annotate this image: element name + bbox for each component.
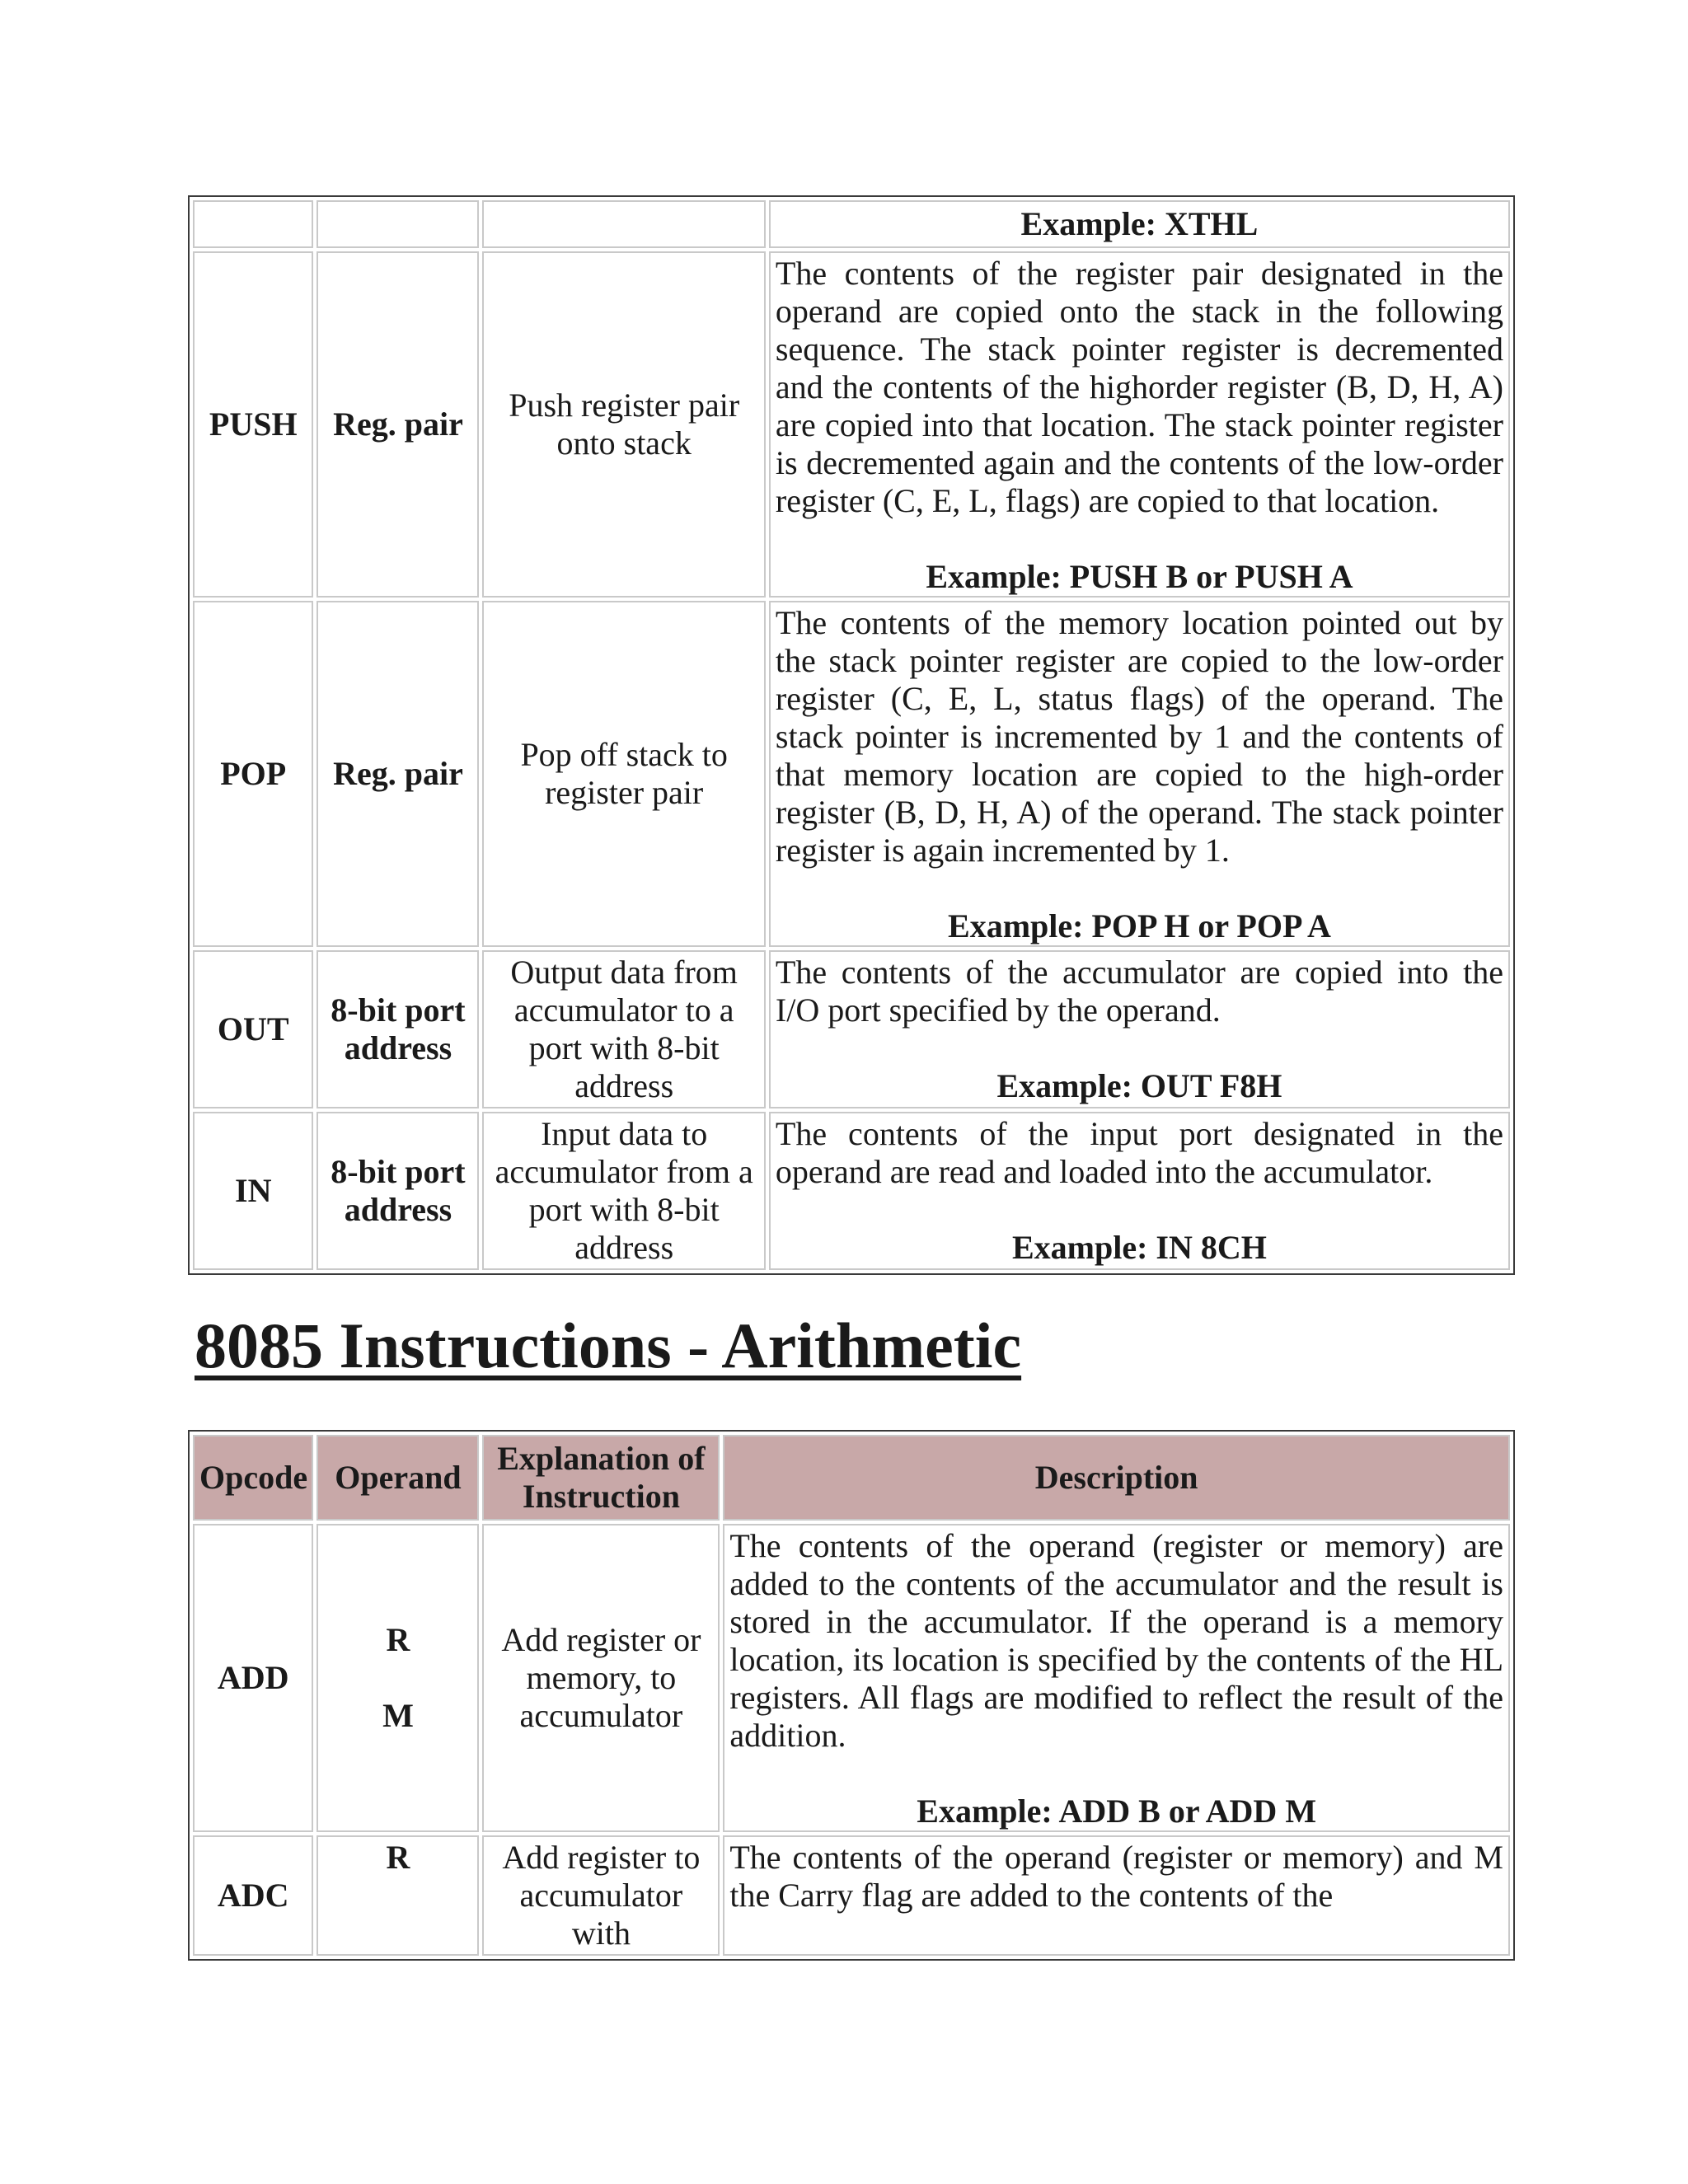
opcode-cell: OUT xyxy=(193,950,313,1108)
table-row xyxy=(193,1835,1510,1956)
operand-cell xyxy=(316,200,479,248)
opcode-cell: ADD xyxy=(193,1524,313,1832)
description-cell xyxy=(769,251,1510,598)
explanation-cell: Add register to accumulator with xyxy=(482,1835,720,1956)
operand-m: M xyxy=(382,1697,414,1734)
description-text: The contents of the register pair designated in the operand are copied onto the stack in the following sequence. The stack pointer register is decremented and the contents of the highorder register (B, D, H, A) are copied into that location. The stack pointer register is decremented again and the contents of the low-order register (C, E, L, flags) are copied to that location. xyxy=(775,255,1503,519)
example-text: Example: PUSH B or PUSH A xyxy=(926,558,1353,595)
description-cell: The contents of the operand (register or memory) and M the Carry flag are added to the contents of the xyxy=(723,1835,1510,1956)
operand-cell: 8-bit port address xyxy=(316,1112,479,1270)
table-row xyxy=(193,601,1510,947)
table-row xyxy=(193,950,1510,1108)
header-description: Description xyxy=(723,1435,1510,1521)
description-text: The contents of the operand (register or memory) are added to the contents of the accumulator and the result is stored in the accumulator. If the operand is a memory location, its location is specified by the contents of the HL registers. All flags are modified to reflect the result of the addition. xyxy=(729,1527,1503,1754)
description-cell xyxy=(723,1524,1510,1832)
instruction-table-stack-io xyxy=(188,195,1515,1275)
example-text: Example: ADD B or ADD M xyxy=(917,1793,1317,1830)
explanation-cell: Input data to accumulator from a port with 8-bit address xyxy=(482,1112,765,1270)
example-xthl: Example: XTHL xyxy=(769,200,1510,248)
opcode-cell: IN xyxy=(193,1112,313,1270)
operand-cell xyxy=(316,1524,479,1832)
opcode-cell: ADC xyxy=(193,1835,313,1956)
description-text: The contents of the memory location pointed out by the stack pointer register are copied to the low-order register (C, E, L, status flags) of the operand. The stack pointer is incremented by 1 and the contents of that memory location are copied to the high-order register (B, D, H, A) of the operand. The stack pointer register is again incremented by 1. xyxy=(775,604,1503,869)
table-row xyxy=(193,200,1510,248)
operand-cell: 8-bit port address xyxy=(316,950,479,1108)
table-row xyxy=(193,251,1510,598)
table-row xyxy=(193,1524,1510,1832)
header-operand: Operand xyxy=(316,1435,479,1521)
operand-cell: Reg. pair xyxy=(316,251,479,598)
explanation-cell xyxy=(482,200,765,248)
explanation-cell: Push register pair onto stack xyxy=(482,251,765,598)
table-header-row xyxy=(193,1435,1510,1521)
instruction-table-arithmetic xyxy=(188,1430,1515,1961)
description-text: The contents of the accumulator are copied into the I/O port specified by the operand. xyxy=(775,954,1503,1029)
opcode-cell: PUSH xyxy=(193,251,313,598)
example-text: Example: POP H or POP A xyxy=(948,907,1331,944)
opcode-cell xyxy=(193,200,313,248)
table-row xyxy=(193,1112,1510,1270)
operand-cell: R xyxy=(316,1835,479,1956)
section-title: 8085 Instructions - Arithmetic xyxy=(195,1310,1022,1381)
opcode-cell: POP xyxy=(193,601,313,947)
example-text: Example: IN 8CH xyxy=(1012,1229,1267,1266)
example-text: Example: OUT F8H xyxy=(996,1067,1282,1104)
description-cell xyxy=(769,950,1510,1108)
description-cell xyxy=(769,601,1510,947)
header-opcode: Opcode xyxy=(193,1435,313,1521)
header-explanation: Explanation of Instruction xyxy=(482,1435,720,1521)
description-text: The contents of the input port designated in the operand are read and loaded into the accumulator. xyxy=(775,1115,1503,1190)
description-cell xyxy=(769,1112,1510,1270)
explanation-cell: Add register or memory, to accumulator xyxy=(482,1524,720,1832)
explanation-cell: Output data from accumulator to a port with 8-bit address xyxy=(482,950,765,1108)
operand-r: R xyxy=(386,1621,410,1658)
explanation-cell: Pop off stack to register pair xyxy=(482,601,765,947)
operand-cell: Reg. pair xyxy=(316,601,479,947)
